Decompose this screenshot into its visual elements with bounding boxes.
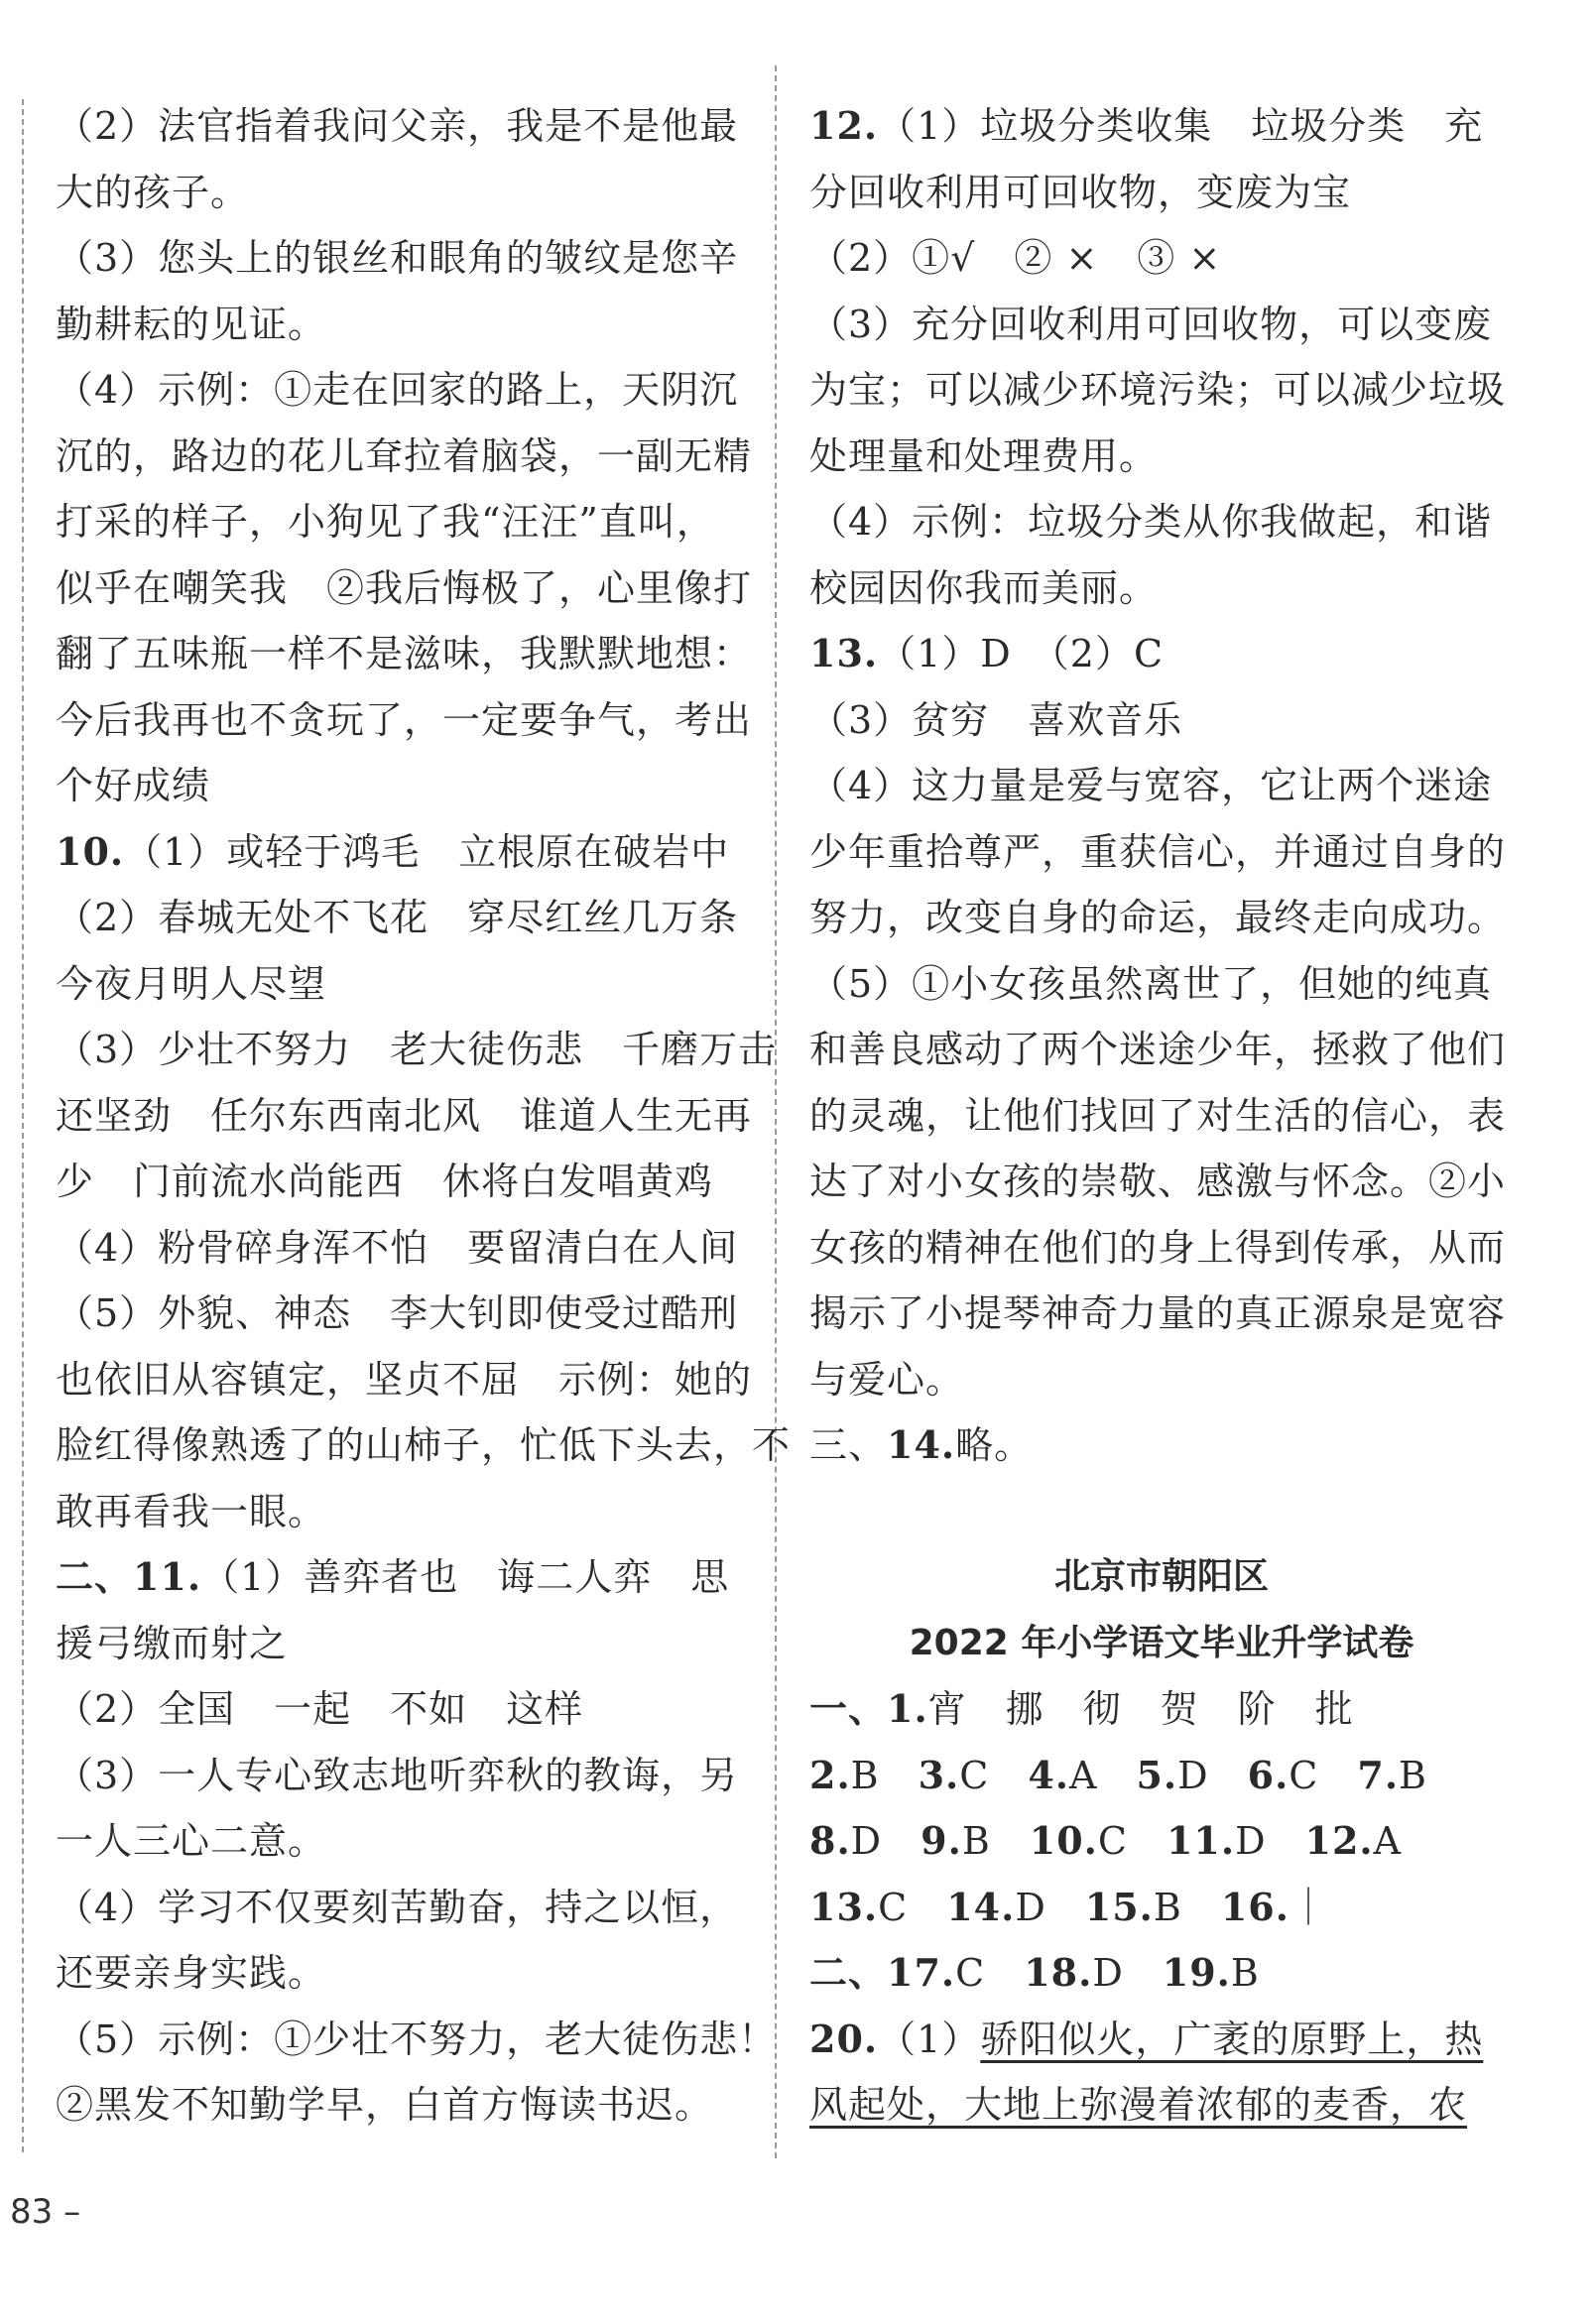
question-number: 9.: [921, 1818, 962, 1863]
text-line: 少 门前流水尚能西 休将白发唱黄鸡: [56, 1160, 714, 1203]
answer-text: （1）善弈者也 诲二人弈 思: [201, 1555, 730, 1599]
question-line: [809, 1412, 1514, 1479]
left-column: [56, 93, 792, 2139]
text-line: 处理量和处理费用。: [809, 433, 1159, 478]
text-line: 女孩的精神在他们的身上得到传承，从而: [809, 1225, 1507, 1270]
text-line: 和善良感动了两个迷途少年，拯救了他们: [809, 1028, 1507, 1071]
answer-choice: D: [1177, 1753, 1248, 1797]
answer-row: [809, 1808, 1514, 1875]
question-line: [56, 819, 750, 886]
left-margin-divider: [22, 99, 24, 2152]
answer-choice: B: [1153, 1885, 1221, 1929]
text-line: 个好成绩: [56, 764, 211, 807]
text-line: 还坚劲 任尔东西南北风 谁道人生无再: [56, 1093, 753, 1138]
answer-choice: A: [1069, 1753, 1137, 1797]
answer-text: （1）D （2）C: [878, 632, 1165, 675]
answer-choice: D: [850, 1819, 921, 1863]
text-line: 翻了五味瓶一样不是滋味，我默默地想：: [56, 632, 753, 675]
text-line: 与爱心。: [809, 1357, 965, 1402]
answer-choice: B: [1399, 1753, 1427, 1797]
question-number: 10.: [56, 828, 125, 874]
text-line: （3）一人专心致志地听弈秋的教诲，另: [56, 1753, 739, 1797]
text-line: 今夜月明人尽望: [56, 961, 327, 1006]
answer-choice: C: [1289, 1753, 1358, 1797]
answer-choice: B: [1230, 1951, 1260, 1995]
question-line: [809, 1676, 1514, 1743]
text-line: （2）春城无处不飞花 穿尽红丝几万条: [56, 896, 739, 939]
question-line: [56, 1544, 750, 1611]
text-line: 似乎在嘲笑我 ②我后悔极了，心里像打: [56, 565, 753, 610]
question-number: 3.: [918, 1752, 960, 1797]
text-line: （4）这力量是爱与宽容，它让两个迷途: [809, 764, 1493, 807]
section-label: 三、: [809, 1423, 888, 1467]
text-line: 的灵魂，让他们找回了对生活的信心，表: [809, 1093, 1507, 1138]
question-number: 5.: [1136, 1752, 1178, 1797]
text-line: 校园因你我而美丽。: [809, 565, 1159, 610]
text-line: （4）示例：垃圾分类从你我做起，和谐: [809, 500, 1493, 544]
question-number: 4.: [1028, 1752, 1070, 1797]
question-number: 6.: [1247, 1752, 1289, 1797]
answer-row: [809, 1743, 1514, 1809]
answer-text: （1）或轻于鸿毛 立根原在破岩中: [124, 829, 730, 874]
text-line: 揭示了小提琴神奇力量的真正源泉是宽容: [809, 1291, 1507, 1335]
text-line: （3）贫穷 喜欢音乐: [809, 697, 1183, 742]
text-line: 脸红得像熟透了的山柿子，忙低下头去，不: [56, 1423, 792, 1467]
exam-district: 北京市朝阳区: [1053, 1556, 1269, 1597]
text-line: （5）外貌、神态 李大钊即使受过酷刑: [56, 1291, 739, 1335]
text-line: 沉的，路边的花儿耷拉着脑袋，一副无精: [56, 433, 753, 478]
question-number: 19.: [1162, 1950, 1231, 1995]
column-divider: [775, 65, 777, 2158]
question-line: [809, 93, 1514, 160]
text-line: 敢再看我一眼。: [56, 1489, 327, 1533]
answer-choice: B: [850, 1753, 919, 1797]
question-number: 2.: [809, 1752, 851, 1797]
text-line: 分回收利用可回收物，变废为宝: [809, 170, 1352, 214]
question-number: 16.: [1220, 1884, 1289, 1929]
text-line: （4）示例：①走在回家的路上，天阴沉: [56, 368, 739, 412]
question-line: [809, 621, 1514, 687]
text-line: 努力，改变自身的命运，最终走向成功。: [809, 896, 1507, 939]
answer-choice: B: [961, 1819, 1030, 1863]
text-line: 大的孩子。: [56, 170, 250, 214]
question-number: 12.: [809, 103, 879, 148]
exam-title: 2022 年小学语文毕业升学试卷: [909, 1622, 1414, 1663]
text-line: （4）粉骨碎身浑不怕 要留清白在人间: [56, 1225, 739, 1270]
question-number: 20.: [809, 2016, 879, 2061]
blank-line: [809, 1479, 1514, 1545]
page-number: 83 –: [10, 2192, 81, 2232]
question-number: 11.: [1166, 1818, 1236, 1863]
question-number: 10.: [1029, 1818, 1098, 1863]
text-line: （2）法官指着我问父亲，我是不是他最: [56, 104, 739, 148]
question-number: 8.: [809, 1818, 851, 1863]
question-number: 二、11.: [56, 1554, 202, 1599]
answer-choice: A: [1373, 1819, 1403, 1863]
text-line: （3）充分回收利用可回收物，可以变废: [809, 302, 1493, 346]
question-line: [809, 2007, 1514, 2073]
question-number: 13.: [809, 631, 879, 675]
text-line: （4）学习不仅要刻苦勤奋，持之以恒，: [56, 1885, 739, 1929]
text-line: （3）您头上的银丝和眼角的皱纹是您辛: [56, 236, 739, 280]
answer-row: [809, 1875, 1514, 1941]
answer-choice: D: [1092, 1951, 1163, 1995]
question-number: 二、17.: [809, 1950, 956, 1995]
question-number: 14.: [887, 1422, 956, 1467]
answer-choice: ｜: [1289, 1885, 1328, 1929]
question-number: 一、1.: [809, 1686, 928, 1731]
question-number: 14.: [946, 1884, 1016, 1929]
question-number: 15.: [1084, 1884, 1154, 1929]
text-line: 一人三心二意。: [56, 1819, 327, 1863]
answer-choice: D: [1015, 1885, 1085, 1929]
question-number: 18.: [1024, 1950, 1093, 1995]
question-number: 7.: [1357, 1752, 1400, 1797]
answer-text: （1）垃圾分类收集 垃圾分类 充: [878, 104, 1484, 148]
answer-choice: C: [1097, 1819, 1166, 1863]
text-line: 勤耕耘的见证。: [56, 302, 327, 346]
text-line: ②黑发不知勤学早，白首方悔读书迟。: [56, 2083, 714, 2127]
text-line: 为宝；可以减少环境污染；可以减少垃圾: [809, 368, 1507, 412]
text-line: （2）全国 一起 不如 这样: [56, 1687, 584, 1731]
answer-choice: C: [959, 1753, 1029, 1797]
text-line: （3）少壮不努力 老大徒伤悲 千磨万击: [56, 1028, 778, 1071]
answer-text: 略。: [955, 1423, 1034, 1467]
text-line: （5）示例：①少壮不努力，老大徒伤悲！: [56, 2017, 778, 2061]
question-number: 13.: [809, 1884, 879, 1929]
text-line: 打采的样子，小狗见了我“汪汪”直叫，: [56, 500, 715, 544]
answer-text: 宵 挪 彻 贺 阶 批: [927, 1687, 1354, 1731]
answer-choice: C: [955, 1951, 1025, 1995]
question-number: 12.: [1304, 1818, 1374, 1863]
text-line: 少年重拾尊严，重获信心，并通过自身的: [809, 829, 1507, 874]
underlined-text: 风起处，大地上弥漫着浓郁的麦香，农: [809, 2083, 1468, 2127]
text-line: [809, 2072, 1514, 2139]
text-line: 援弓缴而射之: [56, 1621, 289, 1665]
answer-choice: C: [878, 1885, 947, 1929]
text-line: 还要亲身实践。: [56, 1951, 327, 1995]
text-line: （2）①√ ② × ③ ×: [809, 236, 1222, 280]
text-line: 今后我再也不贪玩了，一定要争气，考出: [56, 697, 753, 742]
right-column: [809, 93, 1514, 2139]
underlined-text: 骄阳似火，广袤的原野上，热: [980, 2017, 1484, 2061]
text-line: 达了对小女孩的崇敬、感激与怀念。②小: [809, 1160, 1507, 1203]
answer-text: （1）: [878, 2017, 981, 2061]
text-line: 也依旧从容镇定，坚贞不屈 示例：她的: [56, 1357, 753, 1402]
text-line: （5）①小女孩虽然离世了，但她的纯真: [809, 961, 1493, 1006]
answer-row: [809, 1940, 1514, 2007]
answer-choice: D: [1235, 1819, 1305, 1863]
